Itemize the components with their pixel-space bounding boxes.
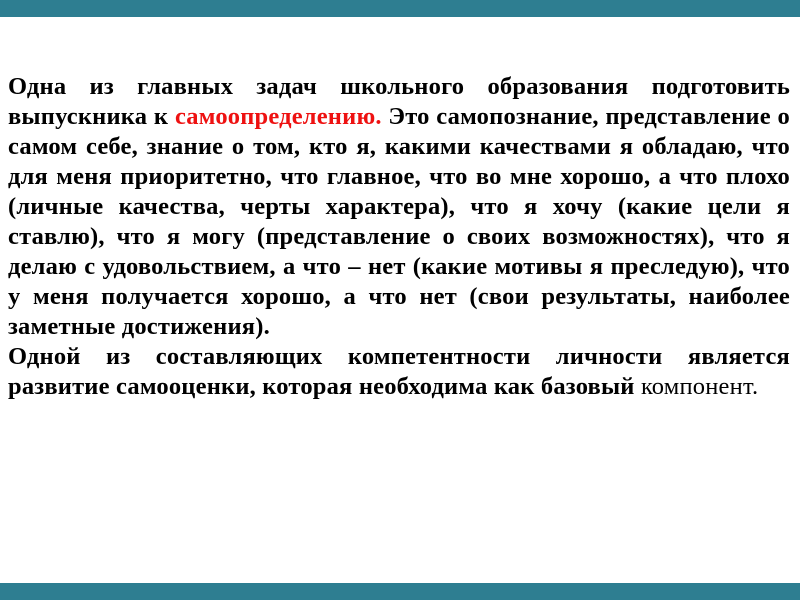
- paragraph2-regular-text: компонент.: [640, 373, 759, 400]
- paragraph1-text-after: Это самопознание, представление о самом себе, знание о том, кто я, какими качествами я обладаю, что для меня приоритетно, что главное, что во мне хорошо, а что плохо (личные качества, черты характера), что я хочу (какие цели я ставлю), что я могу (представление о своих возможностях), что я делаю с удовольствием, а что – нет (какие мотивы я преследую), что у меня получается хорошо, а что нет (свои результаты, наиболее заметные достижения).: [8, 103, 790, 340]
- top-accent-bar: [0, 0, 800, 17]
- slide-body-text: [8, 72, 790, 402]
- paragraph1-text-before: Одна из главных задач школьного образования подготовить выпускника к: [8, 73, 790, 130]
- highlighted-term: самоопределению.: [174, 103, 382, 130]
- paragraph2-bold-text: Одной из составляющих компетентности личности является развитие самооценки, которая необходима как базовый: [8, 343, 790, 400]
- paragraph-competence: [8, 342, 790, 402]
- bottom-accent-bar: [0, 583, 800, 600]
- paragraph-self-determination: [8, 72, 790, 342]
